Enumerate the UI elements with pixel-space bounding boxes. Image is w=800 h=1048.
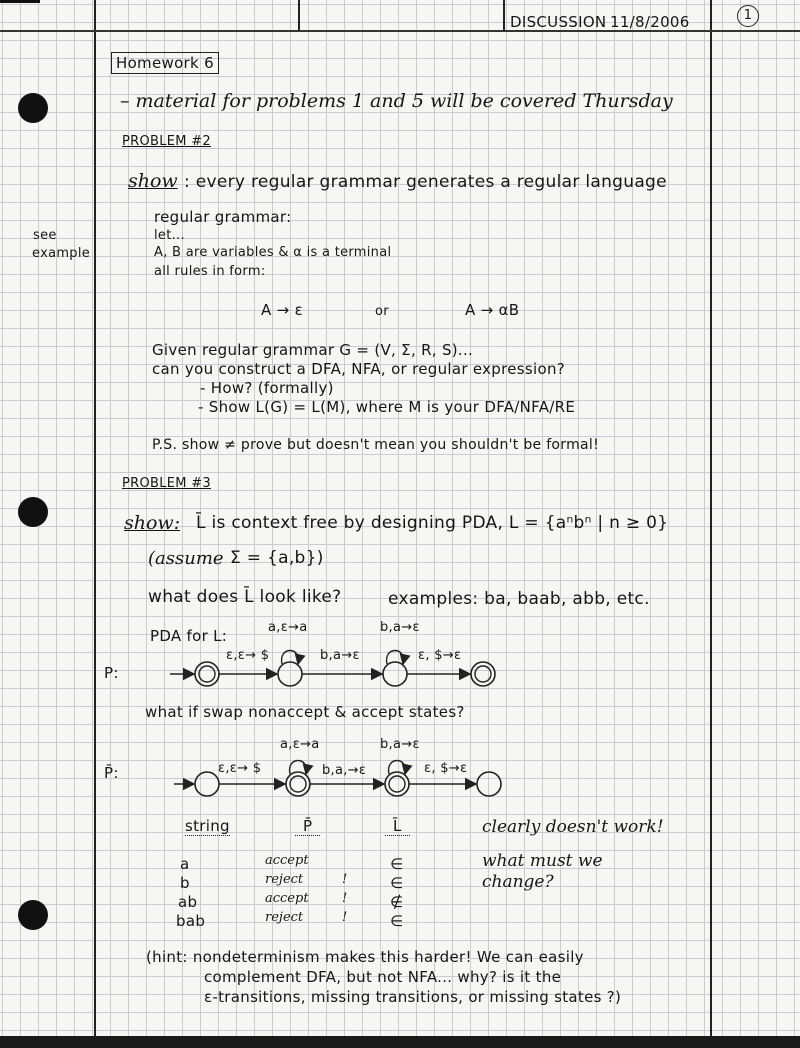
table-header-pbar: P̄	[295, 817, 320, 836]
what-must-note-2: change?	[482, 872, 554, 892]
assume-text: Σ = {a,b})	[230, 548, 324, 568]
clearly-note: clearly doesn't work!	[482, 817, 664, 837]
p-loop-2: b,a→ε	[380, 620, 420, 635]
rg-line4: all rules in form:	[154, 264, 266, 279]
punch-hole	[18, 497, 48, 527]
given-line: Given regular grammar G = (V, Σ, R, S)...	[152, 341, 474, 359]
construct-line: can you construct a DFA, NFA, or regular expression?	[152, 360, 566, 378]
assume-word: (assume	[148, 548, 224, 569]
pbar-transition-2: b,a,→ε	[322, 763, 367, 778]
p-transition-1: ε,ε→ $	[226, 648, 270, 663]
punch-hole	[18, 93, 48, 123]
page-number: 1	[737, 5, 759, 27]
pbar-transition-1: ε,ε→ $	[218, 761, 262, 776]
table-header-lbar: L̄	[385, 817, 410, 836]
table-row-string: ab	[178, 893, 198, 911]
pbar-transition-3: ε, $→ε	[424, 761, 468, 776]
table-row-string: bab	[176, 912, 206, 930]
table-row-pbar: reject	[265, 910, 304, 925]
table-row-lbar: ∈	[390, 855, 404, 873]
table-row-pbar: reject	[265, 872, 304, 887]
pbar-label: P̄:	[104, 764, 119, 782]
examples-line: examples: ba, baab, abb, etc.	[388, 589, 650, 609]
table-row-lbar: ∈	[390, 874, 404, 892]
how-line: - How? (formally)	[200, 379, 334, 397]
rule-or: or	[375, 304, 389, 319]
table-row-pbar: accept	[265, 853, 309, 868]
table-row-lbar: ∉	[390, 893, 404, 911]
table-row-flag: !	[342, 891, 348, 906]
hint-line-3: ε-transitions, missing transitions, or missing states ?)	[204, 988, 622, 1006]
p-transition-3: ε, $→ε	[418, 648, 462, 663]
rule-left: A → ε	[261, 301, 303, 319]
page-bottom-edge	[0, 1036, 800, 1048]
material-note: – material for problems 1 and 5 will be covered Thursday	[120, 90, 673, 112]
what-must-note-1: what must we	[482, 851, 603, 871]
table-row-string: b	[180, 874, 190, 892]
table-header-string: string	[185, 817, 230, 835]
margin-note-line2: example	[32, 246, 91, 261]
problem2-heading: PROBLEM #2	[122, 134, 211, 149]
problem3-heading: PROBLEM #3	[122, 476, 211, 491]
homework-title: Homework 6	[111, 52, 219, 74]
p-loop-1: a,ε→a	[268, 620, 308, 635]
rg-line3: A, B are variables & α is a terminal	[154, 245, 392, 260]
pbar-loop-2: b,a→ε	[380, 737, 420, 752]
problem3-show-word: show:	[124, 512, 181, 534]
problem3-show-text: L̄ is context free by designing PDA, L = {aⁿbⁿ | n ≥ 0}	[196, 513, 669, 533]
date: 11/8/2006	[610, 13, 690, 31]
discussion-label: DISCUSSION	[510, 13, 607, 31]
swap-question: what if swap nonaccept & accept states?	[145, 703, 465, 721]
problem2-show-word: show	[128, 170, 178, 192]
header-divider	[503, 0, 505, 30]
p-label: P:	[104, 664, 119, 682]
problem2-show-text: : every regular grammar generates a regular language	[184, 172, 667, 192]
table-row-string: a	[180, 855, 190, 873]
what-does-question: what does L̄ look like?	[148, 587, 342, 607]
corner-mark	[0, 0, 40, 3]
ps-line: P.S. show ≠ prove but doesn't mean you shouldn't be formal!	[152, 437, 600, 453]
p-transition-2: b,a→ε	[320, 648, 360, 663]
table-row-lbar: ∈	[390, 912, 404, 930]
left-margin-line	[94, 0, 96, 1048]
table-row-flag: !	[342, 910, 348, 925]
table-row-pbar: accept	[265, 891, 309, 906]
hint-line-1: (hint: nondeterminism makes this harder! We can easily	[146, 948, 584, 966]
pda-for-label: PDA for L:	[150, 627, 228, 645]
pbar-loop-1: a,ε→a	[280, 737, 320, 752]
hint-line-2: complement DFA, but not NFA... why? is it the	[204, 968, 562, 986]
table-row-flag: !	[342, 872, 348, 887]
header-divider	[298, 0, 300, 30]
punch-hole	[18, 900, 48, 930]
margin-note-line1: see	[33, 228, 57, 243]
right-margin-line	[710, 0, 712, 1048]
rg-line1: regular grammar:	[154, 208, 292, 226]
rg-line2: let...	[154, 228, 185, 243]
rule-right: A → αB	[465, 301, 520, 319]
show-line: - Show L(G) = L(M), where M is your DFA/NFA/RE	[198, 398, 576, 416]
